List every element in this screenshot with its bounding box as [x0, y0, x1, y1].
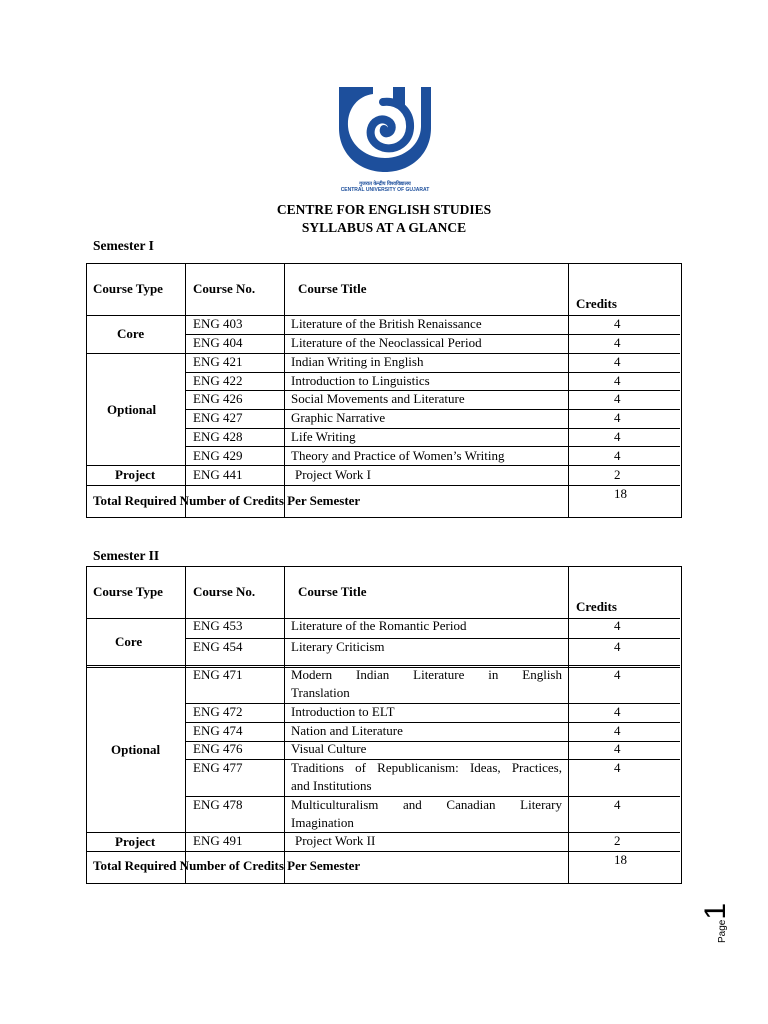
course-title-line2: Imagination — [291, 815, 354, 830]
header-course-type: Course Type — [93, 584, 163, 599]
course-title-line2: Translation — [291, 685, 350, 700]
semester-2-label: Semester II — [93, 548, 160, 563]
course-title-line1: Modern Indian Literature in English — [291, 667, 562, 682]
course-credits: 4 — [614, 667, 621, 682]
course-no: ENG 429 — [193, 448, 243, 463]
course-no: ENG 453 — [193, 618, 243, 633]
course-credits: 4 — [614, 639, 621, 654]
semester-2-table — [86, 566, 682, 884]
course-credits: 4 — [614, 448, 621, 463]
logo-english-text: CENTRAL UNIVERSITY OF GUJARAT — [340, 187, 430, 193]
header-course-no: Course No. — [193, 584, 256, 599]
page-number — [699, 888, 733, 944]
course-title: Project Work II — [295, 833, 376, 848]
header-course-no: Course No. — [193, 281, 256, 296]
course-credits: 4 — [614, 760, 621, 775]
course-title: Indian Writing in English — [291, 354, 424, 369]
course-no: ENG 471 — [193, 667, 243, 682]
total-credits-value: 18 — [614, 486, 627, 501]
course-title-line1: Traditions of Republicanism: Ideas, Practices, — [291, 760, 562, 775]
course-credits: 4 — [614, 723, 621, 738]
centre-title: CENTRE FOR ENGLISH STUDIES — [276, 202, 492, 217]
group-project: Project — [115, 467, 156, 482]
group-project: Project — [115, 834, 156, 849]
course-no: ENG 426 — [193, 391, 243, 406]
syllabus-title: SYLLABUS AT A GLANCE — [301, 220, 467, 235]
course-title: Graphic Narrative — [291, 410, 386, 425]
course-no: ENG 477 — [193, 760, 243, 775]
course-credits: 2 — [614, 833, 621, 848]
course-no: ENG 428 — [193, 429, 243, 444]
page-word: Page — [717, 919, 729, 944]
course-no: ENG 441 — [193, 467, 243, 482]
course-title: Introduction to ELT — [291, 704, 395, 719]
total-credits-value: 18 — [614, 852, 627, 867]
header-course-title: Course Title — [298, 281, 367, 296]
course-title: Introduction to Linguistics — [291, 373, 430, 388]
course-title-line1: Multiculturalism and Canadian Literary — [291, 797, 562, 812]
course-credits: 4 — [614, 391, 621, 406]
course-title: Literary Criticism — [291, 639, 385, 654]
course-no: ENG 474 — [193, 723, 243, 738]
course-credits: 4 — [614, 316, 621, 331]
course-no: ENG 454 — [193, 639, 243, 654]
course-title: Visual Culture — [291, 741, 367, 756]
course-no: ENG 478 — [193, 797, 243, 812]
header-credits: Credits — [576, 296, 617, 311]
course-no: ENG 403 — [193, 316, 243, 331]
course-title: Literature of the Romantic Period — [291, 618, 467, 633]
page-digit: 1 — [699, 902, 733, 920]
course-title: Nation and Literature — [291, 723, 403, 738]
logo-hindi-text: गुजरात केन्द्रीय विश्वविद्यालय — [359, 181, 411, 187]
course-no: ENG 472 — [193, 704, 243, 719]
course-title-line2: and Institutions — [291, 778, 372, 793]
course-title: Social Movements and Literature — [291, 391, 465, 406]
header-course-title: Course Title — [298, 584, 367, 599]
course-no: ENG 404 — [193, 335, 243, 350]
university-emblem-icon — [335, 84, 435, 176]
course-no: ENG 491 — [193, 833, 243, 848]
course-credits: 4 — [614, 797, 621, 812]
semester-1-table — [86, 263, 682, 518]
course-credits: 4 — [614, 335, 621, 350]
university-logo — [335, 84, 435, 192]
course-credits: 4 — [614, 410, 621, 425]
course-credits: 4 — [614, 618, 621, 633]
course-no: ENG 422 — [193, 373, 243, 388]
course-title: Project Work I — [295, 467, 371, 482]
course-no: ENG 421 — [193, 354, 243, 369]
course-credits: 4 — [614, 429, 621, 444]
course-title: Literature of the British Renaissance — [291, 316, 482, 331]
group-optional: Optional — [107, 402, 157, 417]
group-core: Core — [115, 634, 143, 649]
course-credits: 4 — [614, 741, 621, 756]
header-credits: Credits — [576, 599, 617, 614]
group-optional: Optional — [111, 742, 161, 757]
course-title: Life Writing — [291, 429, 356, 444]
course-title: Theory and Practice of Women’s Writing — [291, 448, 505, 463]
group-core: Core — [117, 326, 145, 341]
course-no: ENG 476 — [193, 741, 243, 756]
course-credits: 4 — [614, 354, 621, 369]
course-credits: 4 — [614, 704, 621, 719]
course-title: Literature of the Neoclassical Period — [291, 335, 482, 350]
total-credits-label: Total Required Number of Credits Per Semester — [93, 493, 361, 508]
course-credits: 2 — [614, 467, 621, 482]
course-no: ENG 427 — [193, 410, 243, 425]
total-credits-label: Total Required Number of Credits Per Semester — [93, 858, 361, 873]
course-credits: 4 — [614, 373, 621, 388]
header-course-type: Course Type — [93, 281, 163, 296]
semester-1-label: Semester I — [93, 238, 154, 253]
